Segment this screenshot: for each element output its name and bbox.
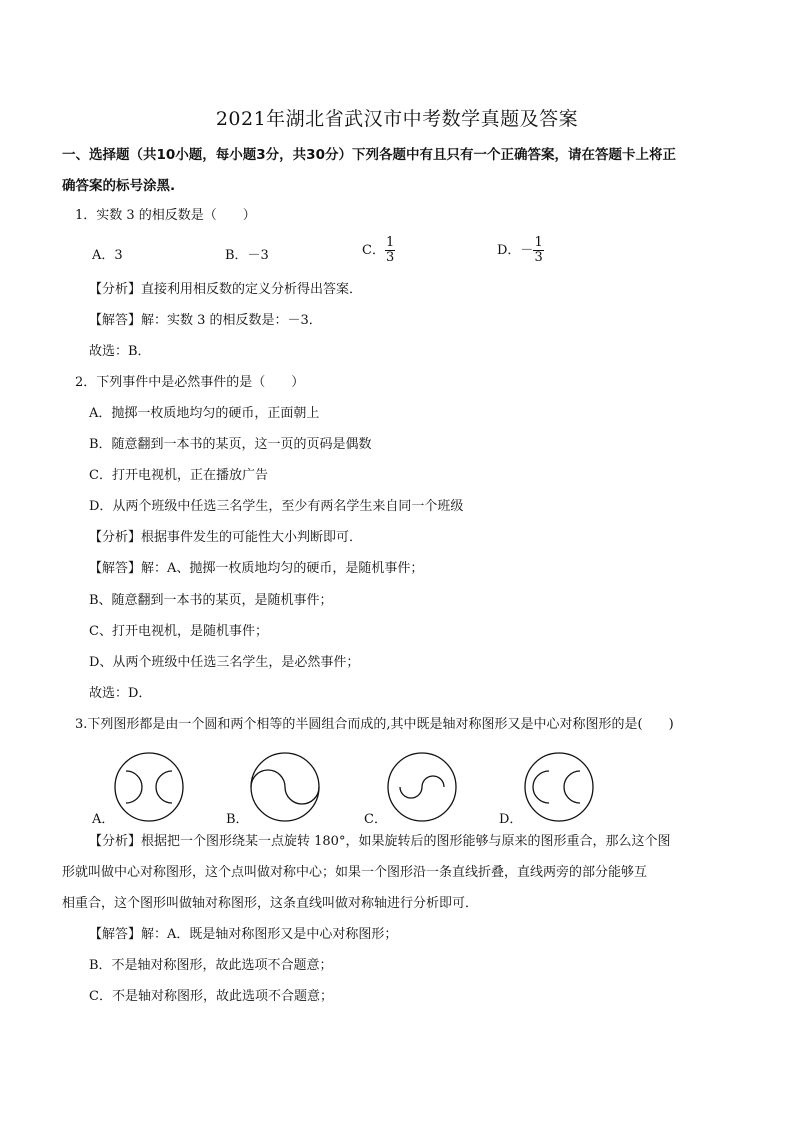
q3-label-b: B． — [226, 812, 249, 827]
q3-figure-d — [522, 750, 596, 824]
q3-label-d: D． — [499, 812, 523, 827]
q1-analysis: 【分析】直接利用相反数的定义分析得出答案． — [89, 282, 363, 297]
q1-option-d-denominator: 3 — [534, 250, 543, 265]
q2-choice: 故选：D． — [89, 686, 152, 701]
q1-option-d-fraction — [533, 236, 543, 265]
q1-option-d — [497, 236, 544, 265]
q3-figure-b — [248, 750, 322, 824]
q3-label-a: A． — [92, 812, 115, 827]
q2-option-c: C．打开电视机，正在播放广告 — [89, 468, 268, 483]
q2-option-b: B．随意翻到一本书的某页，这一页的页码是偶数 — [89, 437, 372, 452]
q1-option-c-denominator: 3 — [385, 250, 395, 265]
q3-figure-d-outer-circle — [525, 753, 593, 821]
q1-stem: 1．实数 3 的相反数是（ ） — [75, 208, 256, 223]
q2-solution-line-3: C、打开电视机，是随机事件； — [89, 624, 268, 639]
q1-option-c-numerator: 1 — [385, 235, 395, 250]
q1-option-c — [362, 236, 395, 265]
q1-option-b: B．－3 — [225, 248, 269, 263]
q2-solution-line-1: 【解答】解：A、抛掷一枚质地均匀的硬币，是随机事件； — [89, 561, 424, 576]
q1-option-a: A．3 — [92, 248, 123, 263]
q3-figure-b-s-curve — [251, 770, 319, 804]
q3-figure-d-right-arc — [564, 771, 580, 803]
q3-solution-line-3: C．不是轴对称图形，故此选项不合题意； — [89, 989, 333, 1004]
q1-solution: 【解答】解：实数 3 的相反数是：－3． — [89, 313, 322, 328]
q3-solution-line-2: B．不是轴对称图形，故此选项不合题意； — [89, 958, 333, 973]
q3-analysis-line-1: 【分析】根据把一个图形绕某一点旋转 180°，如果旋转后的图形能够与原来的图形重合，那么这个图 — [89, 834, 671, 849]
section-heading-line-2: 确答案的标号涂黑. — [62, 178, 176, 194]
q3-figure-a — [112, 750, 186, 824]
section-heading-line-1: 一、选择题（共10小题，每小题3分，共30分）下列各题中有且只有一个正确答案，请在答题卡上将正 — [62, 147, 676, 163]
q3-solution-line-1: 【解答】解：A．既是轴对称图形又是中心对称图形； — [89, 927, 398, 942]
q3-label-c: C． — [364, 812, 387, 827]
q3-stem: 3.下列图形都是由一个圆和两个相等的半圆组合而成的,其中既是轴对称图形又是中心对称图形的是( ) — [75, 717, 674, 732]
q1-option-d-numerator: 1 — [534, 235, 543, 250]
page-title: 2021年湖北省武汉市中考数学真题及答案 — [215, 108, 579, 130]
q1-choice: 故选：B． — [89, 344, 151, 359]
q3-figure-a-left-arc — [126, 771, 142, 803]
q3-analysis-line-2: 形就叫做中心对称图形，这个点叫做对称中心；如果一个图形沿一条直线折叠，直线两旁的部分能够互 — [62, 865, 648, 880]
q1-option-c-fraction — [385, 236, 395, 265]
q2-solution-line-2: B、随意翻到一本书的某页，是随机事件； — [89, 593, 333, 608]
q3-figure-c — [385, 750, 459, 824]
q2-solution-line-4: D、从两个班级中任选三名学生，是必然事件； — [89, 655, 360, 670]
q2-analysis: 【分析】根据事件发生的可能性大小判断即可． — [89, 530, 363, 545]
q2-option-d: D．从两个班级中任选三名学生，至少有两名学生来自同一个班级 — [89, 499, 464, 514]
q3-figure-c-s-curve — [400, 776, 444, 798]
q1-option-d-prefix: D．－ — [497, 243, 534, 258]
q1-option-c-prefix: C． — [362, 243, 385, 258]
q2-option-a: A．抛掷一枚质地均匀的硬币，正面朝上 — [89, 406, 320, 421]
q3-figure-a-right-arc — [156, 771, 172, 803]
q3-analysis-line-3: 相重合，这个图形叫做轴对称图形，这条直线叫做对称轴进行分析即可． — [62, 896, 479, 911]
q2-stem: 2．下列事件中是必然事件的是（ ） — [75, 375, 305, 390]
q3-figure-a-outer-circle — [115, 753, 183, 821]
q3-figure-d-left-arc — [533, 771, 549, 803]
